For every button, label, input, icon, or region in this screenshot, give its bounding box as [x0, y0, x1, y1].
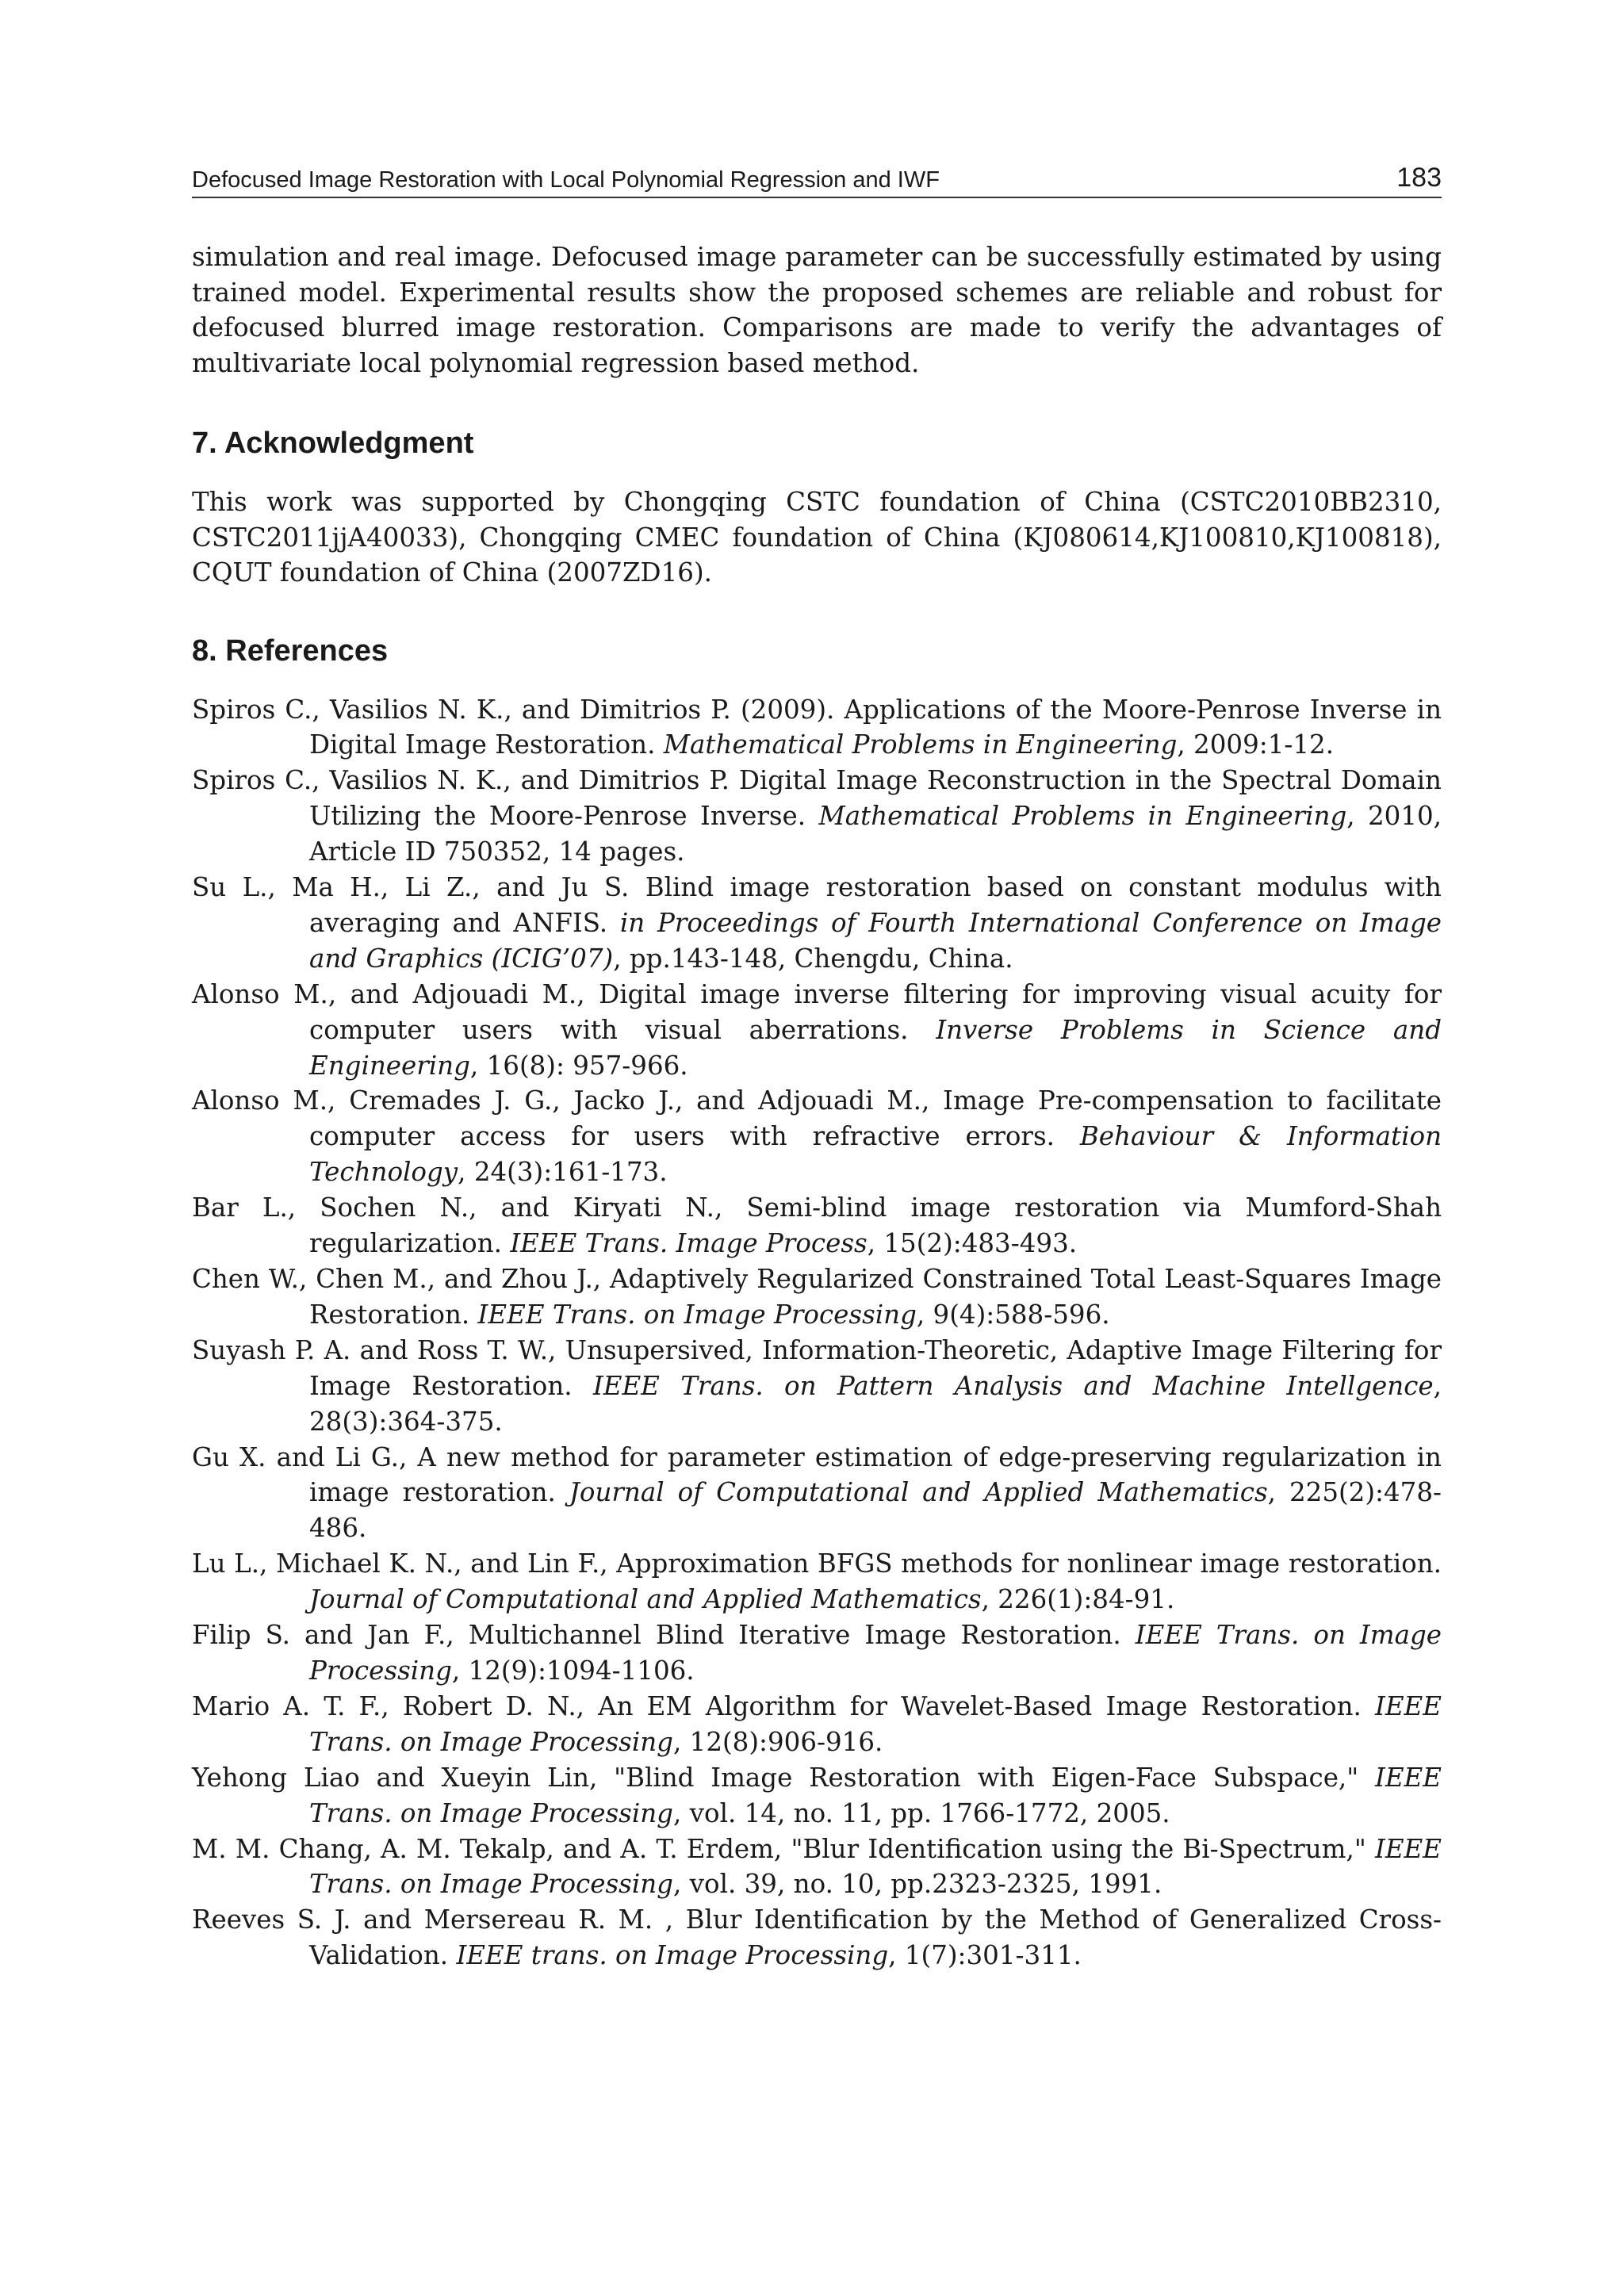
reference-text: Filip S. and Jan F., Multichannel Blind Iterative Image Restoration.	[192, 1620, 1136, 1651]
reference-item	[192, 1190, 1442, 1261]
acknowledgment-heading: 7. Acknowledgment	[192, 427, 474, 460]
reference-journal: Mathematical Problems in Engineering	[663, 729, 1178, 760]
reference-details: , 2009:1-12.	[1177, 729, 1335, 760]
page	[192, 163, 1442, 1986]
reference-details: , vol. 39, no. 10, pp.2323-2325, 1991.	[672, 1869, 1162, 1900]
reference-item	[192, 1689, 1442, 1760]
reference-text: Yehong Liao and Xueyin Lin, "Blind Image Restoration with Eigen-Face Subspace,"	[192, 1762, 1375, 1793]
reference-journal: Mathematical Problems in Engineering	[818, 801, 1347, 832]
references-heading: 8. References	[192, 634, 389, 668]
reference-details: , 24(3):161-173.	[458, 1157, 668, 1188]
reference-journal: IEEE Trans. on Image Processing	[309, 1620, 1442, 1686]
reference-journal: IEEE Trans. on Pattern Analysis and Machine Intellgence	[592, 1370, 1434, 1401]
reference-journal: IEEE Trans. on Image Processing	[477, 1299, 917, 1330]
reference-text: Mario A. T. F., Robert D. N., An EM Algorithm for Wavelet-Based Image Restoration.	[192, 1690, 1375, 1721]
reference-text: Spiros C., Vasilios N. K., and Dimitrios P. (2009). Applications of the Moore-Penrose Inverse in Digital Image Restoration.	[192, 694, 1442, 760]
reference-item	[192, 1760, 1442, 1832]
reference-journal: IEEE Trans. Image Process	[510, 1228, 868, 1259]
reference-text: Gu X. and Li G., A new method for parameter estimation of edge-preserving regularization in image restoration.	[192, 1441, 1442, 1508]
reference-details: , 2010, Article ID 750352, 14 pages.	[309, 801, 1442, 867]
reference-journal: IEEE Trans. on Image Processing	[309, 1690, 1442, 1757]
reference-journal: IEEE Trans. on Image Processing	[309, 1833, 1442, 1900]
reference-item	[192, 1832, 1442, 1903]
reference-text: M. M. Chang, A. M. Tekalp, and A. T. Erdem, "Blur Identification using the Bi-Spectrum,"	[192, 1833, 1375, 1864]
reference-text: Reeves S. J. and Mersereau R. M. , Blur Identification by the Method of Generalized Cross-Validation.	[192, 1904, 1442, 1971]
reference-journal: in Proceedings of Fourth International Conference on Image and Graphics (ICIG’07)	[309, 907, 1442, 974]
reference-item	[192, 977, 1442, 1084]
reference-journal: Behaviour & Information Technology	[309, 1121, 1442, 1188]
acknowledgment-text: This work was supported by Chongqing CSTC foundation of China (CSTC2010BB2310, CSTC2011jjA40033), Chongqing CMEC foundation of China (KJ080614,KJ100810,KJ100818), CQUT foundation of China (2007ZD16).	[192, 487, 1442, 588]
reference-details: , pp.143-148, Chengdu, China.	[613, 943, 1013, 974]
reference-item	[192, 1440, 1442, 1547]
reference-details: , 225(2):478-486.	[309, 1477, 1442, 1544]
reference-text: Chen W., Chen M., and Zhou J., Adaptively Regularized Constrained Total Least-Squares Image Restoration.	[192, 1264, 1442, 1330]
reference-text: Suyash P. A. and Ross T. W., Unsupersived, Information-Theoretic, Adaptive Image Filtering for Image Restoration.	[192, 1334, 1442, 1401]
reference-journal: Inverse Problems in Science and Engineering	[309, 1014, 1442, 1081]
reference-item	[192, 1617, 1442, 1689]
reference-text: Alonso M., Cremades J. G., Jacko J., and Adjouadi M., Image Pre-compensation to facilitate computer access for users with refractive errors.	[192, 1085, 1442, 1152]
reference-item	[192, 692, 1442, 764]
reference-details: , 16(8): 957-966.	[469, 1050, 688, 1081]
reference-details: , 15(2):483-493.	[867, 1228, 1078, 1259]
reference-details: , 226(1):84-91.	[981, 1584, 1175, 1615]
reference-item	[192, 1902, 1442, 1973]
reference-text: Su L., Ma H., Li Z., and Ju S. Blind image restoration based on constant modulus with averaging and ANFIS.	[192, 872, 1442, 938]
reference-item	[192, 763, 1442, 870]
reference-text: Lu L., Michael K. N., and Lin F., Approximation BFGS methods for nonlinear image restoration.	[192, 1548, 1442, 1579]
reference-journal: Journal of Computational and Applied Mathematics	[309, 1584, 982, 1615]
reference-details: , 12(9):1094-1106.	[451, 1655, 695, 1686]
reference-journal: IEEE Trans. on Image Processing	[309, 1762, 1442, 1828]
reference-item	[192, 870, 1442, 977]
running-header	[192, 163, 1442, 198]
reference-item	[192, 1083, 1442, 1190]
reference-text: Alonso M., and Adjouadi M., Digital image inverse filtering for improving visual acuity for computer users with visual aberrations.	[192, 978, 1442, 1045]
running-title: Defocused Image Restoration with Local Polynomial Regression and IWF	[192, 167, 940, 193]
reference-details: , 9(4):588-596.	[916, 1299, 1110, 1330]
page-number: 183	[1396, 163, 1442, 193]
reference-text: Bar L., Sochen N., and Kiryati N., Semi-blind image restoration via Mumford-Shah regularization.	[192, 1192, 1442, 1259]
reference-journal: Journal of Computational and Applied Mathematics	[569, 1477, 1268, 1508]
reference-item	[192, 1546, 1442, 1617]
reference-details: , 1(7):301-311.	[888, 1940, 1082, 1971]
reference-journal: IEEE trans. on Image Processing	[456, 1940, 889, 1971]
reference-text: Spiros C., Vasilios N. K., and Dimitrios P. Digital Image Reconstruction in the Spectral Domain Utilizing the Moore-Penrose Inverse.	[192, 765, 1442, 832]
reference-details: , 12(8):906-916.	[672, 1726, 883, 1757]
reference-item	[192, 1333, 1442, 1440]
references-list	[192, 692, 1442, 1974]
reference-item	[192, 1261, 1442, 1333]
intro-paragraph: simulation and real image. Defocused image parameter can be successfully estimated by using trained model. Experimental results show the proposed schemes are reliable and robust for defocused blurred image restoration. Comparisons are made to verify the advantages of multivariate local polynomial regression based method.	[192, 242, 1442, 378]
reference-details: , vol. 14, no. 11, pp. 1766-1772, 2005.	[672, 1797, 1170, 1828]
reference-details: , 28(3):364-375.	[309, 1370, 1442, 1437]
